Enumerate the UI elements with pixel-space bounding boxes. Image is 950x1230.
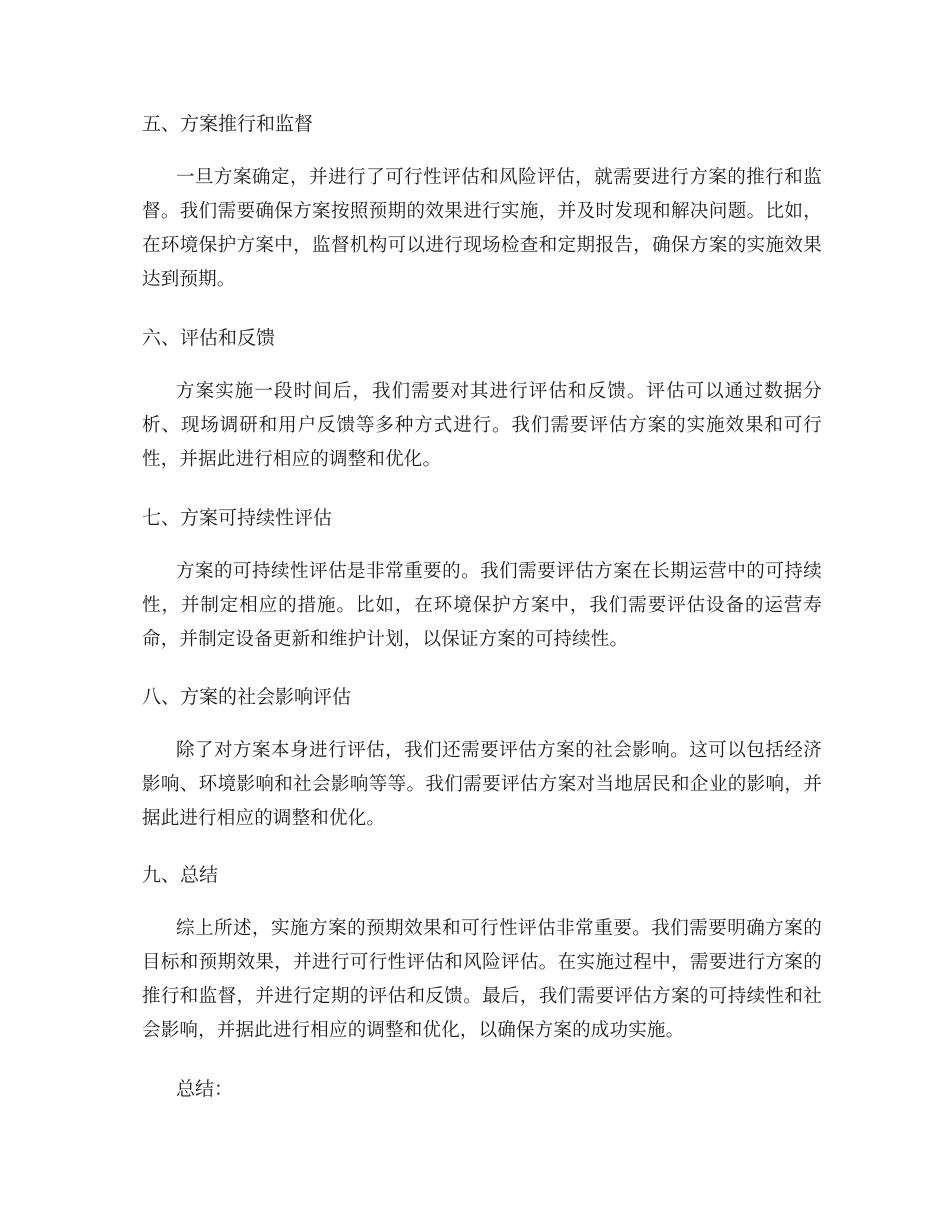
section-heading: 五、方案推行和监督 xyxy=(142,113,314,135)
section-paragraph: 综上所述，实施方案的预期效果和可行性评估非常重要。我们需要明确方案的目标和预期效果，并进行可行性评估和风险评估。在实施过程中，需要进行方案的推行和监督，并进行定期的评估和反馈。最后，我们需要评估方案的可持续性和社会影响，并据此进行相应的调整和优化，以确保方案的成功实施。 xyxy=(142,918,822,1041)
section-paragraph: 除了对方案本身进行评估，我们还需要评估方案的社会影响。这可以包括经济影响、环境影响和社会影响等等。我们需要评估方案对当地居民和企业的影响，并据此进行相应的调整和优化。 xyxy=(142,740,822,829)
section-heading: 九、总结 xyxy=(142,864,219,886)
section-paragraph: 方案实施一段时间后，我们需要对其进行评估和反馈。评估可以通过数据分析、现场调研和用户反馈等多种方式进行。我们需要评估方案的实施效果和可行性，并据此进行相应的调整和优化。 xyxy=(142,381,822,470)
section-heading: 六、评估和反馈 xyxy=(142,327,276,349)
section-paragraph: 一旦方案确定，并进行了可行性评估和风险评估，就需要进行方案的推行和监督。我们需要确保方案按照预期的效果进行实施，并及时发现和解决问题。比如，在环境保护方案中，监督机构可以进行现场检查和定期报告，确保方案的实施效果达到预期。 xyxy=(142,167,822,290)
section-paragraph: 方案的可持续性评估是非常重要的。我们需要评估方案在长期运营中的可持续性，并制定相应的措施。比如，在环境保护方案中，我们需要评估设备的运营寿命，并制定设备更新和维护计划，以保证方案的可持续性。 xyxy=(142,561,822,650)
summary-label: 总结： xyxy=(176,1078,234,1100)
section-heading: 八、方案的社会影响评估 xyxy=(142,686,352,708)
section-heading: 七、方案可持续性评估 xyxy=(142,507,333,529)
